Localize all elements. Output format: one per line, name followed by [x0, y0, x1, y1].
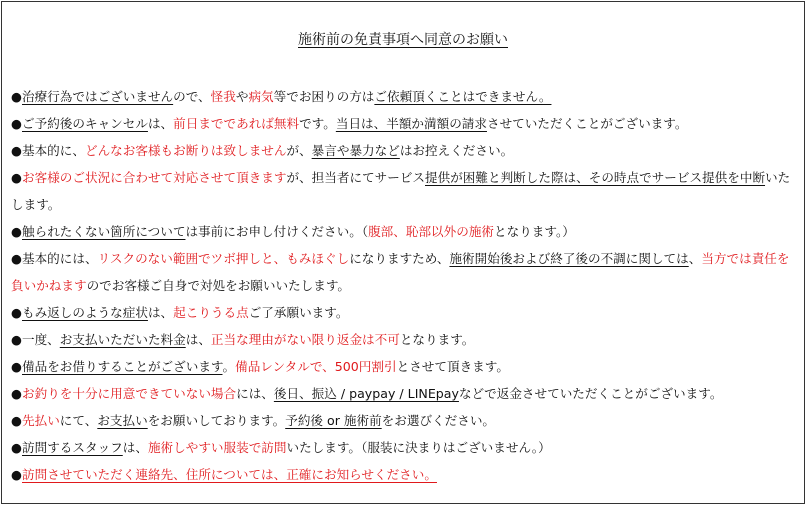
disclaimer-item	[11, 218, 801, 245]
item-text: 、	[688, 251, 702, 266]
highlighted-text: 腹部、恥部以外の施術	[368, 224, 495, 239]
item-text: が、	[286, 143, 312, 158]
item-text: ●	[11, 440, 22, 455]
item-text: ご予約後のキャンセル	[22, 116, 148, 131]
item-text: お支払い	[97, 413, 148, 428]
item-text: は、	[147, 305, 174, 320]
item-text: ●基本的に、	[11, 143, 85, 158]
highlighted-text: 正当な理由がない限り返金は不可	[210, 332, 400, 347]
highlighted-text: お客様のご状況に合わせて対応させて頂きます	[22, 170, 287, 185]
item-text: ●	[11, 386, 22, 401]
highlighted-text: 備品レンタルで、500円割引	[235, 359, 397, 374]
highlighted-text: 当方では責任を負いかねます	[11, 251, 790, 293]
highlighted-text: リスクのない範囲でツボ押しと、もみほぐし	[97, 251, 350, 266]
disclaimer-item	[11, 326, 801, 353]
item-text: になりますため、	[349, 251, 450, 266]
highlighted-text: 怪我	[210, 89, 236, 104]
highlighted-text: 起こりうる点	[173, 305, 249, 320]
item-text: ●	[11, 359, 22, 374]
item-text: には、	[236, 386, 274, 401]
item-text: ご依頼頂くことはできません。	[374, 89, 552, 104]
item-text: や	[235, 89, 249, 104]
item-text: 暴言や暴力など	[311, 143, 400, 158]
item-text: をお願いしております。	[147, 413, 286, 428]
item-text: となります。）	[494, 224, 575, 239]
item-text: をお選びください。	[381, 413, 496, 428]
item-text: ●	[11, 170, 22, 185]
disclaimer-item	[11, 110, 801, 137]
item-text: 治療行為ではございません	[22, 89, 174, 104]
disclaimer-item	[11, 380, 801, 407]
item-text: とさせて頂きます。	[396, 359, 509, 374]
highlighted-text: 病気	[248, 89, 274, 104]
item-text: などで返金させていただくことがございます。	[458, 386, 723, 401]
disclaimer-item	[11, 434, 801, 461]
disclaimer-item	[11, 83, 801, 110]
item-text: お支払いただいた料金	[59, 332, 186, 347]
disclaimer-item	[11, 407, 801, 434]
item-text: 後日、振込 / paypay / LINEpay	[273, 386, 459, 401]
item-text: は、	[185, 332, 211, 347]
title-text: 施術前の免責事項へ同意のお願い	[298, 32, 508, 48]
item-text: 予約後 or 施術前	[285, 413, 382, 428]
item-text: 。	[222, 359, 236, 374]
item-text: ●基本的には、	[11, 251, 98, 266]
item-text: は事前にお申し付けください。（	[185, 224, 369, 239]
disclaimer-item	[11, 164, 801, 218]
disclaimer-item	[11, 245, 801, 299]
item-text: ●	[11, 89, 22, 104]
item-text: が、担当者にてサービス	[286, 170, 425, 185]
disclaimer-item	[11, 461, 801, 488]
item-text: 等でお困りの方は	[273, 89, 375, 104]
highlighted-text: 施術しやすい服装で訪問	[147, 440, 287, 455]
document-title	[2, 30, 804, 50]
item-text: にて、	[59, 413, 98, 428]
item-text: ●	[11, 224, 22, 239]
item-text: はお控えください。	[399, 143, 514, 158]
item-text: のでお客様ご自身で対処をお願いいたします。	[86, 278, 351, 293]
item-text: させていただくことがございます。	[486, 116, 688, 131]
highlighted-text: 前日までであれば無料	[173, 116, 300, 131]
item-text: は、	[147, 116, 174, 131]
disclaimer-list	[11, 83, 801, 488]
item-text: 施術開始後および終了後の不調に関しては	[449, 251, 689, 266]
item-text: です。	[299, 116, 336, 131]
item-text: いたします。	[11, 170, 791, 212]
item-text: ので、	[173, 89, 211, 104]
disclaimer-item	[11, 353, 801, 380]
item-text: 訪問するスタッフ	[22, 440, 123, 455]
disclaimer-item	[11, 299, 801, 326]
highlighted-text: お釣りを十分に用意できていない場合	[22, 386, 237, 401]
item-text: ●	[11, 413, 22, 428]
highlighted-text: 訪問させていただく連絡先、住所については、正確にお知らせください。	[22, 467, 437, 482]
highlighted-text: どんなお客様もお断りは致しません	[84, 143, 287, 158]
item-text: ●	[11, 305, 22, 320]
item-text: 備品をお借りすることがございます	[22, 359, 223, 374]
item-text: 当日は、半額か満額の請求	[335, 116, 487, 131]
item-text: となります。	[399, 332, 475, 347]
item-text: ●	[11, 467, 22, 482]
item-text: もみ返しのような症状	[22, 305, 148, 320]
item-text: ●	[11, 116, 22, 131]
item-text: いたします。（服装に決まりはございません。）	[286, 440, 551, 455]
item-text: ●一度、	[11, 332, 60, 347]
document-frame	[1, 1, 805, 504]
disclaimer-item	[11, 137, 801, 164]
item-text: は、	[122, 440, 148, 455]
highlighted-text: 先払い	[22, 413, 60, 428]
item-text: ご了承願います。	[248, 305, 349, 320]
item-text: 触られたくない箇所について	[22, 224, 186, 239]
item-text: 提供が困難と判断した際は、その時点でサービス提供を中断	[425, 170, 766, 185]
